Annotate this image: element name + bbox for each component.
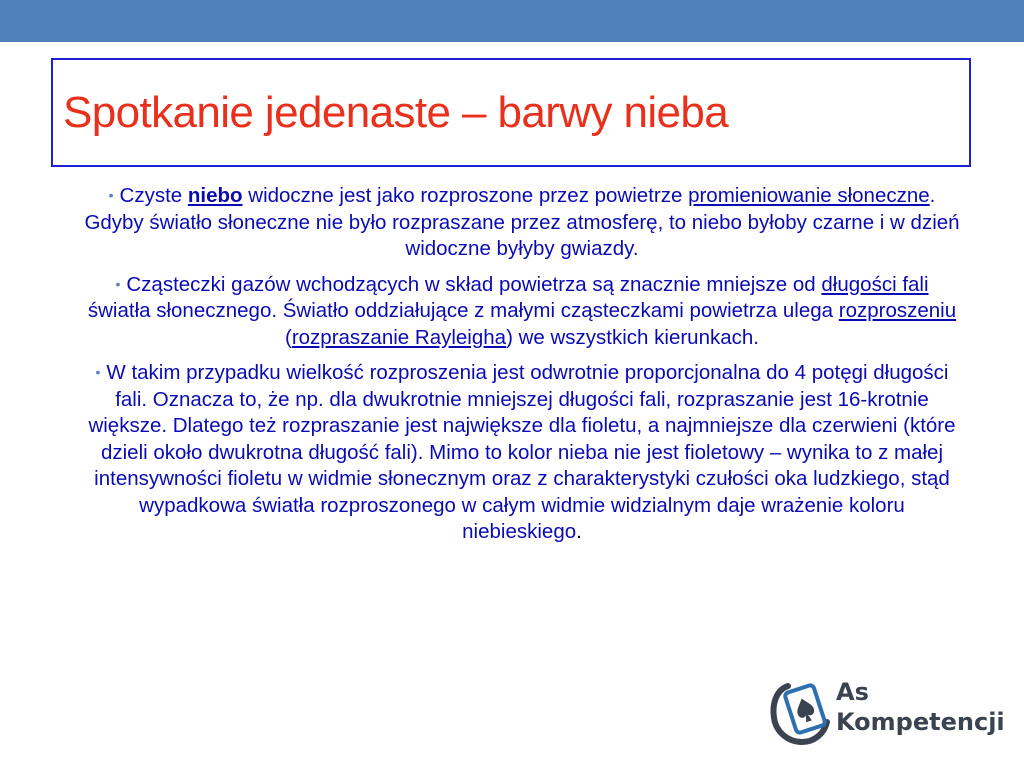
link-rozpraszanie-rayleigha[interactable]: rozpraszanie Rayleigha xyxy=(291,325,507,349)
slide-body xyxy=(82,182,962,554)
text-run: widoczne jest jako rozproszone przez powietrze xyxy=(242,184,689,207)
text-run: . Gdyby światło słoneczne nie było rozpraszane przez atmosferę, to niebo byłoby czarne i w dzień widoczne byłyby gwiazdy. xyxy=(84,184,960,260)
link-dlugosci-fali[interactable]: długości fali xyxy=(821,272,929,296)
text-run: . xyxy=(576,520,582,543)
logo-line-1: As xyxy=(836,678,869,706)
as-kompetencji-logo[interactable] xyxy=(770,674,1005,746)
bullet-paragraph-3 xyxy=(82,359,962,546)
text-run: ( xyxy=(285,325,292,349)
header-bar xyxy=(0,0,1024,42)
text-run: W takim przypadku wielkość rozproszenia jest odwrotnie proporcjonalna do 4 potęgi długości fali. Oznacza to, że np. dla dwukrotnie mniejszej długości fali, rozpraszanie jest 16-krotnie większe. Dlatego też rozpraszanie jest największe dla fioletu, a najmniejsze dla czerwieni (które dzieli około dwukrotna długość fali). Mimo to kolor nieba nie jest fioletowy – wynika to z małej intensywności fioletu w widmie słonecznym oraz z charakterystyki czułości oka ludzkiego, stąd wypadkowa światła rozproszonego w całym widmie widzialnym daje wrażenie koloru niebieskiego xyxy=(88,361,956,543)
spade-card-icon xyxy=(770,674,830,746)
logo-line-2: Kompetencji xyxy=(836,708,1005,736)
link-promieniowanie-sloneczne[interactable]: promieniowanie słoneczne xyxy=(688,184,930,207)
text-run: Cząsteczki gazów wchodzących w skład powietrza są znacznie mniejsze od xyxy=(126,272,822,296)
text-run: Czyste xyxy=(119,184,188,207)
bullet-paragraph-1 xyxy=(82,182,962,263)
bullet-marker: • xyxy=(115,275,121,292)
title-frame xyxy=(51,58,971,167)
text-run: światła słonecznego. Światło oddziałujące z małymi cząsteczkami powietrza ulega xyxy=(87,299,839,322)
bullet-paragraph-2 xyxy=(82,271,962,352)
bullet-marker: • xyxy=(95,364,101,380)
link-rozproszeniu[interactable]: rozproszeniu xyxy=(838,299,957,322)
slide-title: Spotkanie jedenaste – barwy nieba xyxy=(63,88,729,137)
text-run: ) we wszystkich kierunkach. xyxy=(506,325,759,349)
bullet-marker: • xyxy=(108,187,114,203)
link-niebo[interactable]: niebo xyxy=(187,184,243,207)
